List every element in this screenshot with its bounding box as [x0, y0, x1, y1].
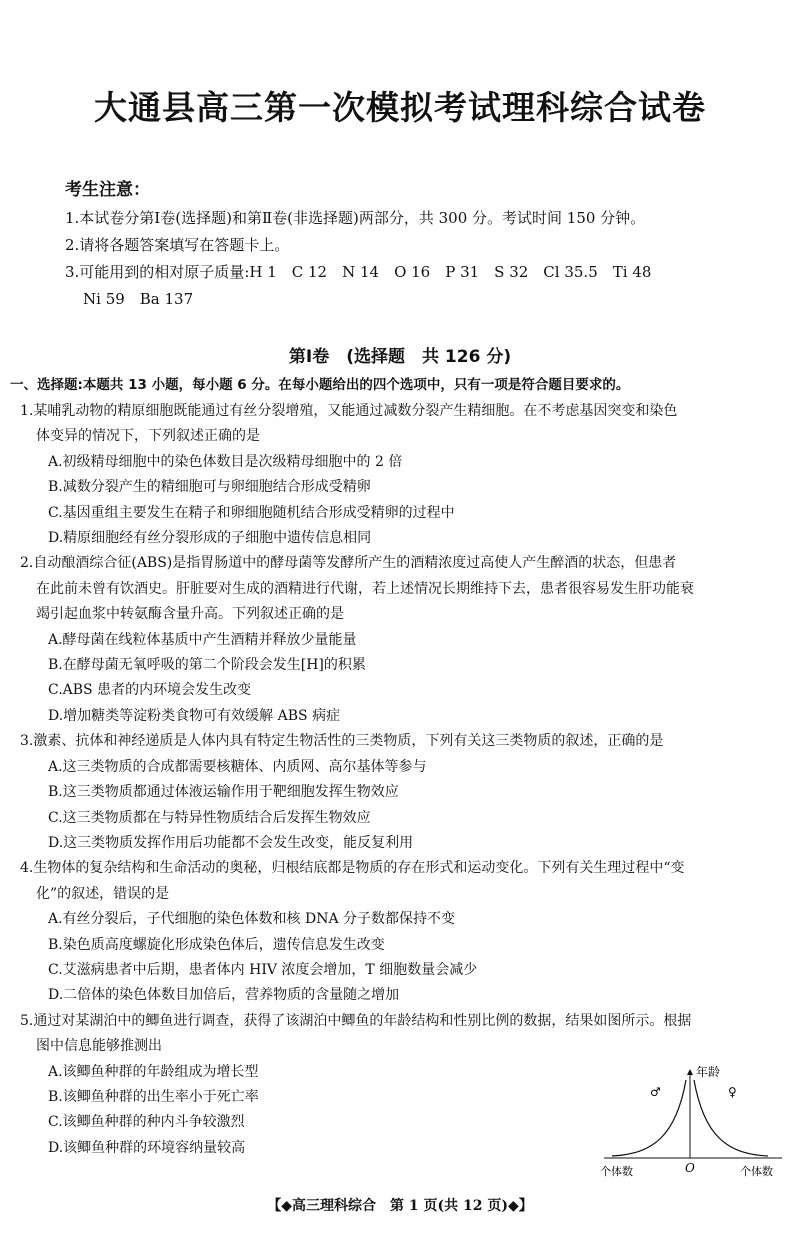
question-stem: 4.生物体的复杂结构和生命活动的奥秘，归根结底都是物质的存在形式和运动变化。下列有关生理过程中“变: [20, 860, 685, 877]
section-title: 第Ⅰ卷 (选择题 共 126 分): [288, 347, 512, 367]
male-symbol: ♂: [650, 1085, 661, 1099]
y-axis-label: 年龄: [696, 1066, 721, 1079]
option: D.这三类物质发挥作用后功能都不会发生改变，能反复利用: [48, 834, 414, 851]
male-curve: [612, 1080, 686, 1156]
question-1: [20, 399, 785, 450]
option: A.酵母菌在线粒体基质中产生酒精并释放少量能量: [48, 631, 357, 648]
question-stem: 1.某哺乳动物的精原细胞既能通过有丝分裂增殖，又能通过减数分裂产生精细胞。在不考虑基因突变和染色: [20, 403, 678, 419]
question-2: [20, 551, 785, 627]
option: A.有丝分裂后，子代细胞的染色体数和核 DNA 分子数都保持不变: [48, 911, 456, 928]
notice-item-continuation: Ni 59 Ba 137: [83, 290, 194, 308]
option: D.该鲫鱼种群的环境容纳量较高: [48, 1139, 246, 1156]
question-3: [20, 729, 785, 754]
option: B.这三类物质都通过体液运输作用于靶细胞发挥生物效应: [48, 784, 399, 801]
question-stem-cont: 体变异的情况下，下列叙述正确的是: [36, 428, 260, 445]
question-4: [20, 856, 785, 907]
question-stem-cont: 化”的叙述，错误的是: [36, 885, 170, 902]
option: B.染色质高度螺旋化形成染色体后，遗传信息发生改变: [48, 936, 385, 953]
question-stem-cont: 图中信息能够推测出: [36, 1038, 162, 1055]
part-instructions: 一、选择题:本题共 13 小题，每小题 6 分。在每小题给出的四个选项中，只有一项是符合题目要求的。: [10, 377, 630, 393]
question-stem: 2.自动酿酒综合征(ABS)是指胃肠道中的酵母菌等发酵所产生的酒精浓度过高使人产生醉酒的状态，但患者: [20, 555, 677, 572]
option: A.这三类物质的合成都需要核糖体、内质网、高尔基体等参与: [48, 758, 427, 775]
option: A.初级精母细胞中的染色体数目是次级精母细胞中的 2 倍: [48, 453, 403, 470]
notice-item: 1.本试卷分第Ⅰ卷(选择题)和第Ⅱ卷(非选择题)两部分，共 300 分。考试时间 150 分钟。: [65, 209, 646, 227]
question-stem: 5.通过对某湖泊中的鲫鱼进行调查，获得了该湖泊中鲫鱼的年龄结构和性别比例的数据，结果如图所示。根据: [20, 1012, 692, 1029]
option: B.该鲫鱼种群的出生率小于死亡率: [48, 1088, 259, 1105]
x-right-label: 个体数: [740, 1165, 773, 1178]
question-stem: 3.激素、抗体和神经递质是人体内具有特定生物活性的三类物质，下列有关这三类物质的叙述，正确的是: [20, 733, 664, 750]
option: A.该鲫鱼种群的年龄组成为增长型: [48, 1063, 259, 1080]
option: C.该鲫鱼种群的种内斗争较激烈: [48, 1114, 245, 1131]
option: C.ABS 患者的内环境会发生改变: [48, 682, 252, 699]
notice-heading: 考生注意：: [65, 180, 150, 200]
option: D.精原细胞经有丝分裂形成的子细胞中遗传信息相同: [48, 530, 372, 547]
notice-list: [65, 205, 785, 313]
question-stem-cont: 竭引起血浆中转氨酶含量升高。下列叙述正确的是: [36, 606, 344, 623]
page-footer: 【◆高三理科综合 第 1 页(共 12 页)◆】: [267, 1198, 533, 1214]
question-5: [20, 1009, 785, 1060]
option: D.增加糖类等淀粉类食物可有效缓解 ABS 病症: [48, 707, 341, 724]
option: C.这三类物质都在与特异性物质结合后发挥生物效应: [48, 809, 371, 826]
origin-label: O: [685, 1161, 695, 1175]
option: D.二倍体的染色体数目加倍后，营养物质的含量随之增加: [48, 987, 400, 1004]
female-symbol: ♀: [728, 1085, 737, 1099]
question-stem-cont: 在此前未曾有饮酒史。肝脏要对生成的酒精进行代谢，若上述情况长期维持下去，患者很容易发生肝功能衰: [36, 580, 694, 597]
notice-item: 2.请将各题答案填写在答题卡上。: [65, 236, 290, 254]
age-structure-figure: [598, 1066, 788, 1181]
x-left-label: 个体数: [600, 1165, 633, 1178]
option: B.减数分裂产生的精细胞可与卵细胞结合形成受精卵: [48, 479, 371, 496]
notice-item: 3.可能用到的相对原子质量:H 1 C 12 N 14 O 16 P 31 S 32 Cl 35.5 Ti 48: [65, 263, 652, 281]
option: C.基因重组主要发生在精子和卵细胞随机结合形成受精卵的过程中: [48, 504, 455, 521]
option: B.在酵母菌无氧呼吸的第二个阶段会发生[H]的积累: [48, 657, 366, 674]
question-list: [20, 399, 785, 1161]
exam-title: 大通县高三第一次模拟考试理科综合试卷: [94, 88, 706, 127]
question-5-options: [20, 1060, 560, 1162]
option: C.艾滋病患者中后期，患者体内 HIV 浓度会增加，T 细胞数量会减少: [48, 961, 478, 978]
